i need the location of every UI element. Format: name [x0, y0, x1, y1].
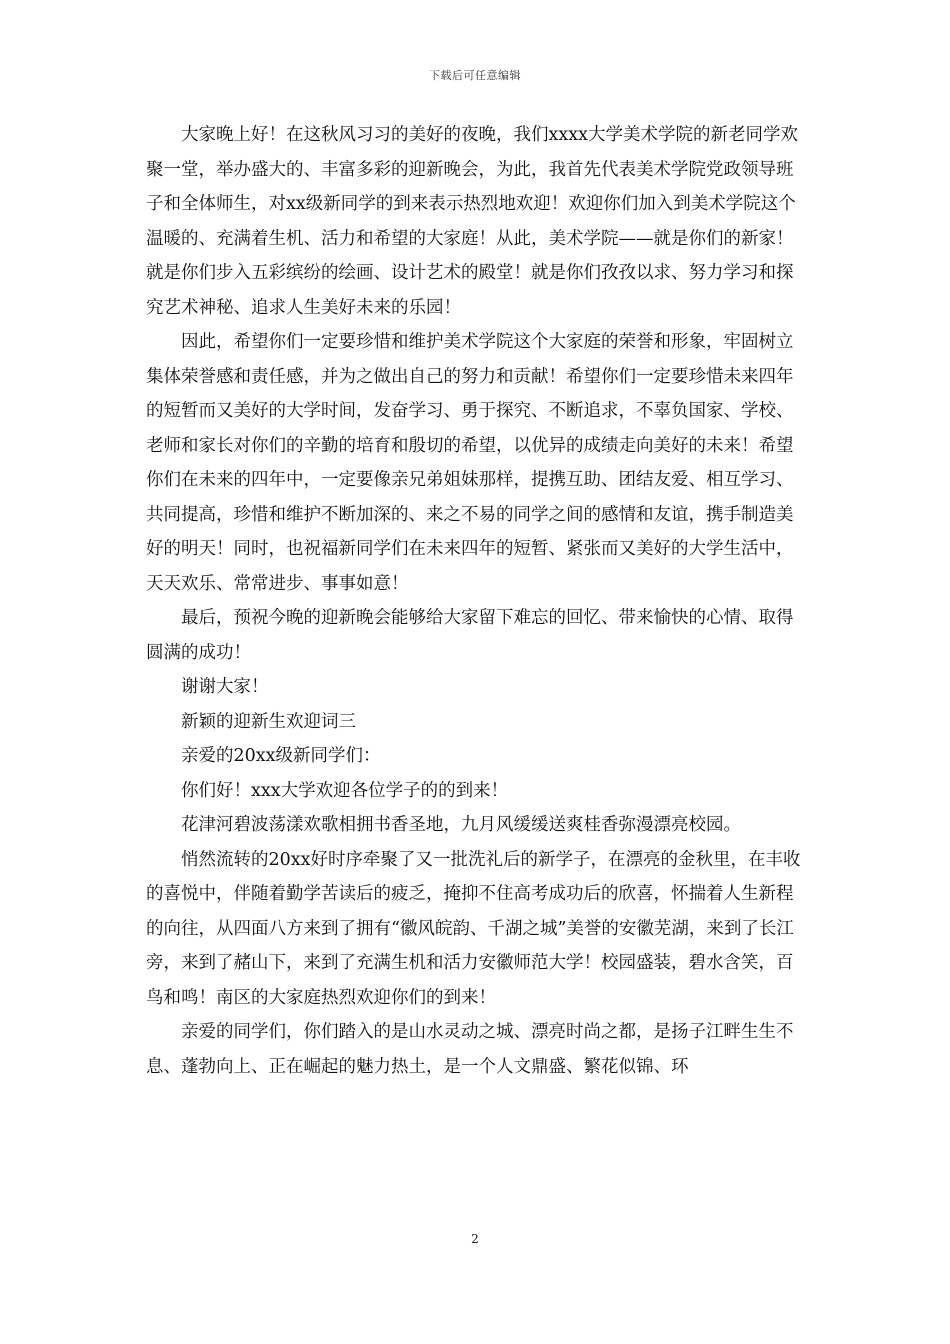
paragraph-arrival: 悄然流转的20xx好时序牵聚了又一批洗礼后的新学子，在漂亮的金秋里，在丰收的喜悦中，伴随着勤学苦读后的疲乏，掩抑不住高考成功后的欣喜，怀揣着人生新程的向往，从四面八方来到了拥有“徽风皖韵、千湖之城”美誉的安徽芜湖，来到了长江旁，来到了赭山下，来到了充满生机和活力安徽师范大学！校园盛装，碧水含笑，百鸟和鸣！南区的大家庭热烈欢迎你们的到来！ — [146, 849, 801, 1008]
paragraph-salutation: 亲爱的20xx级新同学们： — [181, 746, 381, 766]
paragraph-thanks: 谢谢大家！ — [181, 677, 269, 697]
paragraph-greeting: 你们好！xxx大学欢迎各位学子的的到来！ — [181, 780, 509, 801]
page-number: 2 — [471, 1232, 479, 1246]
paragraph-hopes: 因此，希望你们一定要珍惜和维护美术学院这个大家庭的荣誉和形象，牢固树立集体荣誉感和责任感，并为之做出自己的努力和贡献！希望你们一定要珍惜未来四年的短暂而又美好的大学时间，发奋学习、勇于探究、不断追求，不辜负国家、学校、老师和家长对你们的辛勤的培育和殷切的希望，以优异的成绩走向美好的未来！希望你们在未来的四年中，一定要像亲兄弟姐妹那样，提携互助、团结友爱、相互学习、共同提高，珍惜和维护不断加深的、来之不易的同学之间的感情和友谊，携手制造美好的明天！同时，也祝福新同学们在未来四年的短暂、紧张而又美好的大学生活中，天天欢乐、常常进步、事事如意！ — [146, 332, 794, 594]
paragraph-welcome-speech: 大家晚上好！在这秋风习习的美好的夜晚，我们xxxx大学美术学院的新老同学欢聚一堂，举办盛大的、丰富多彩的迎新晚会，为此，我首先代表美术学院党政领导班子和全体师生，对xx级新同学的到来表示热烈地欢迎！欢迎你们加入到美术学院这个温暖的、充满着生机、活力和希望的大家庭！从此，美术学院——就是你们的新家！就是你们步入五彩缤纷的绘画、设计艺术的殿堂！就是你们孜孜以求、努力学习和探究艺术神秘、追求人生美好未来的乐园！ — [146, 125, 798, 318]
document-body — [146, 118, 810, 1084]
section-heading: 新颖的迎新生欢迎词三 — [181, 711, 356, 732]
page-header: 下载后可任意编辑 — [429, 69, 521, 82]
paragraph-couplet: 花津河碧波荡漾欢歌相拥书香圣地，九月风缓缓送爽桂香弥漫漂亮校园。 — [181, 815, 741, 835]
paragraph-city-intro: 亲爱的同学们，你们踏入的是山水灵动之城、漂亮时尚之都，是扬子江畔生生不息、蓬勃向上、正在崛起的魅力热土，是一个人文鼎盛、繁花似锦、环 — [146, 1022, 794, 1077]
paragraph-closing-wishes: 最后，预祝今晚的迎新晚会能够给大家留下难忘的回忆、带来愉快的心情、取得圆满的成功！ — [146, 608, 794, 663]
